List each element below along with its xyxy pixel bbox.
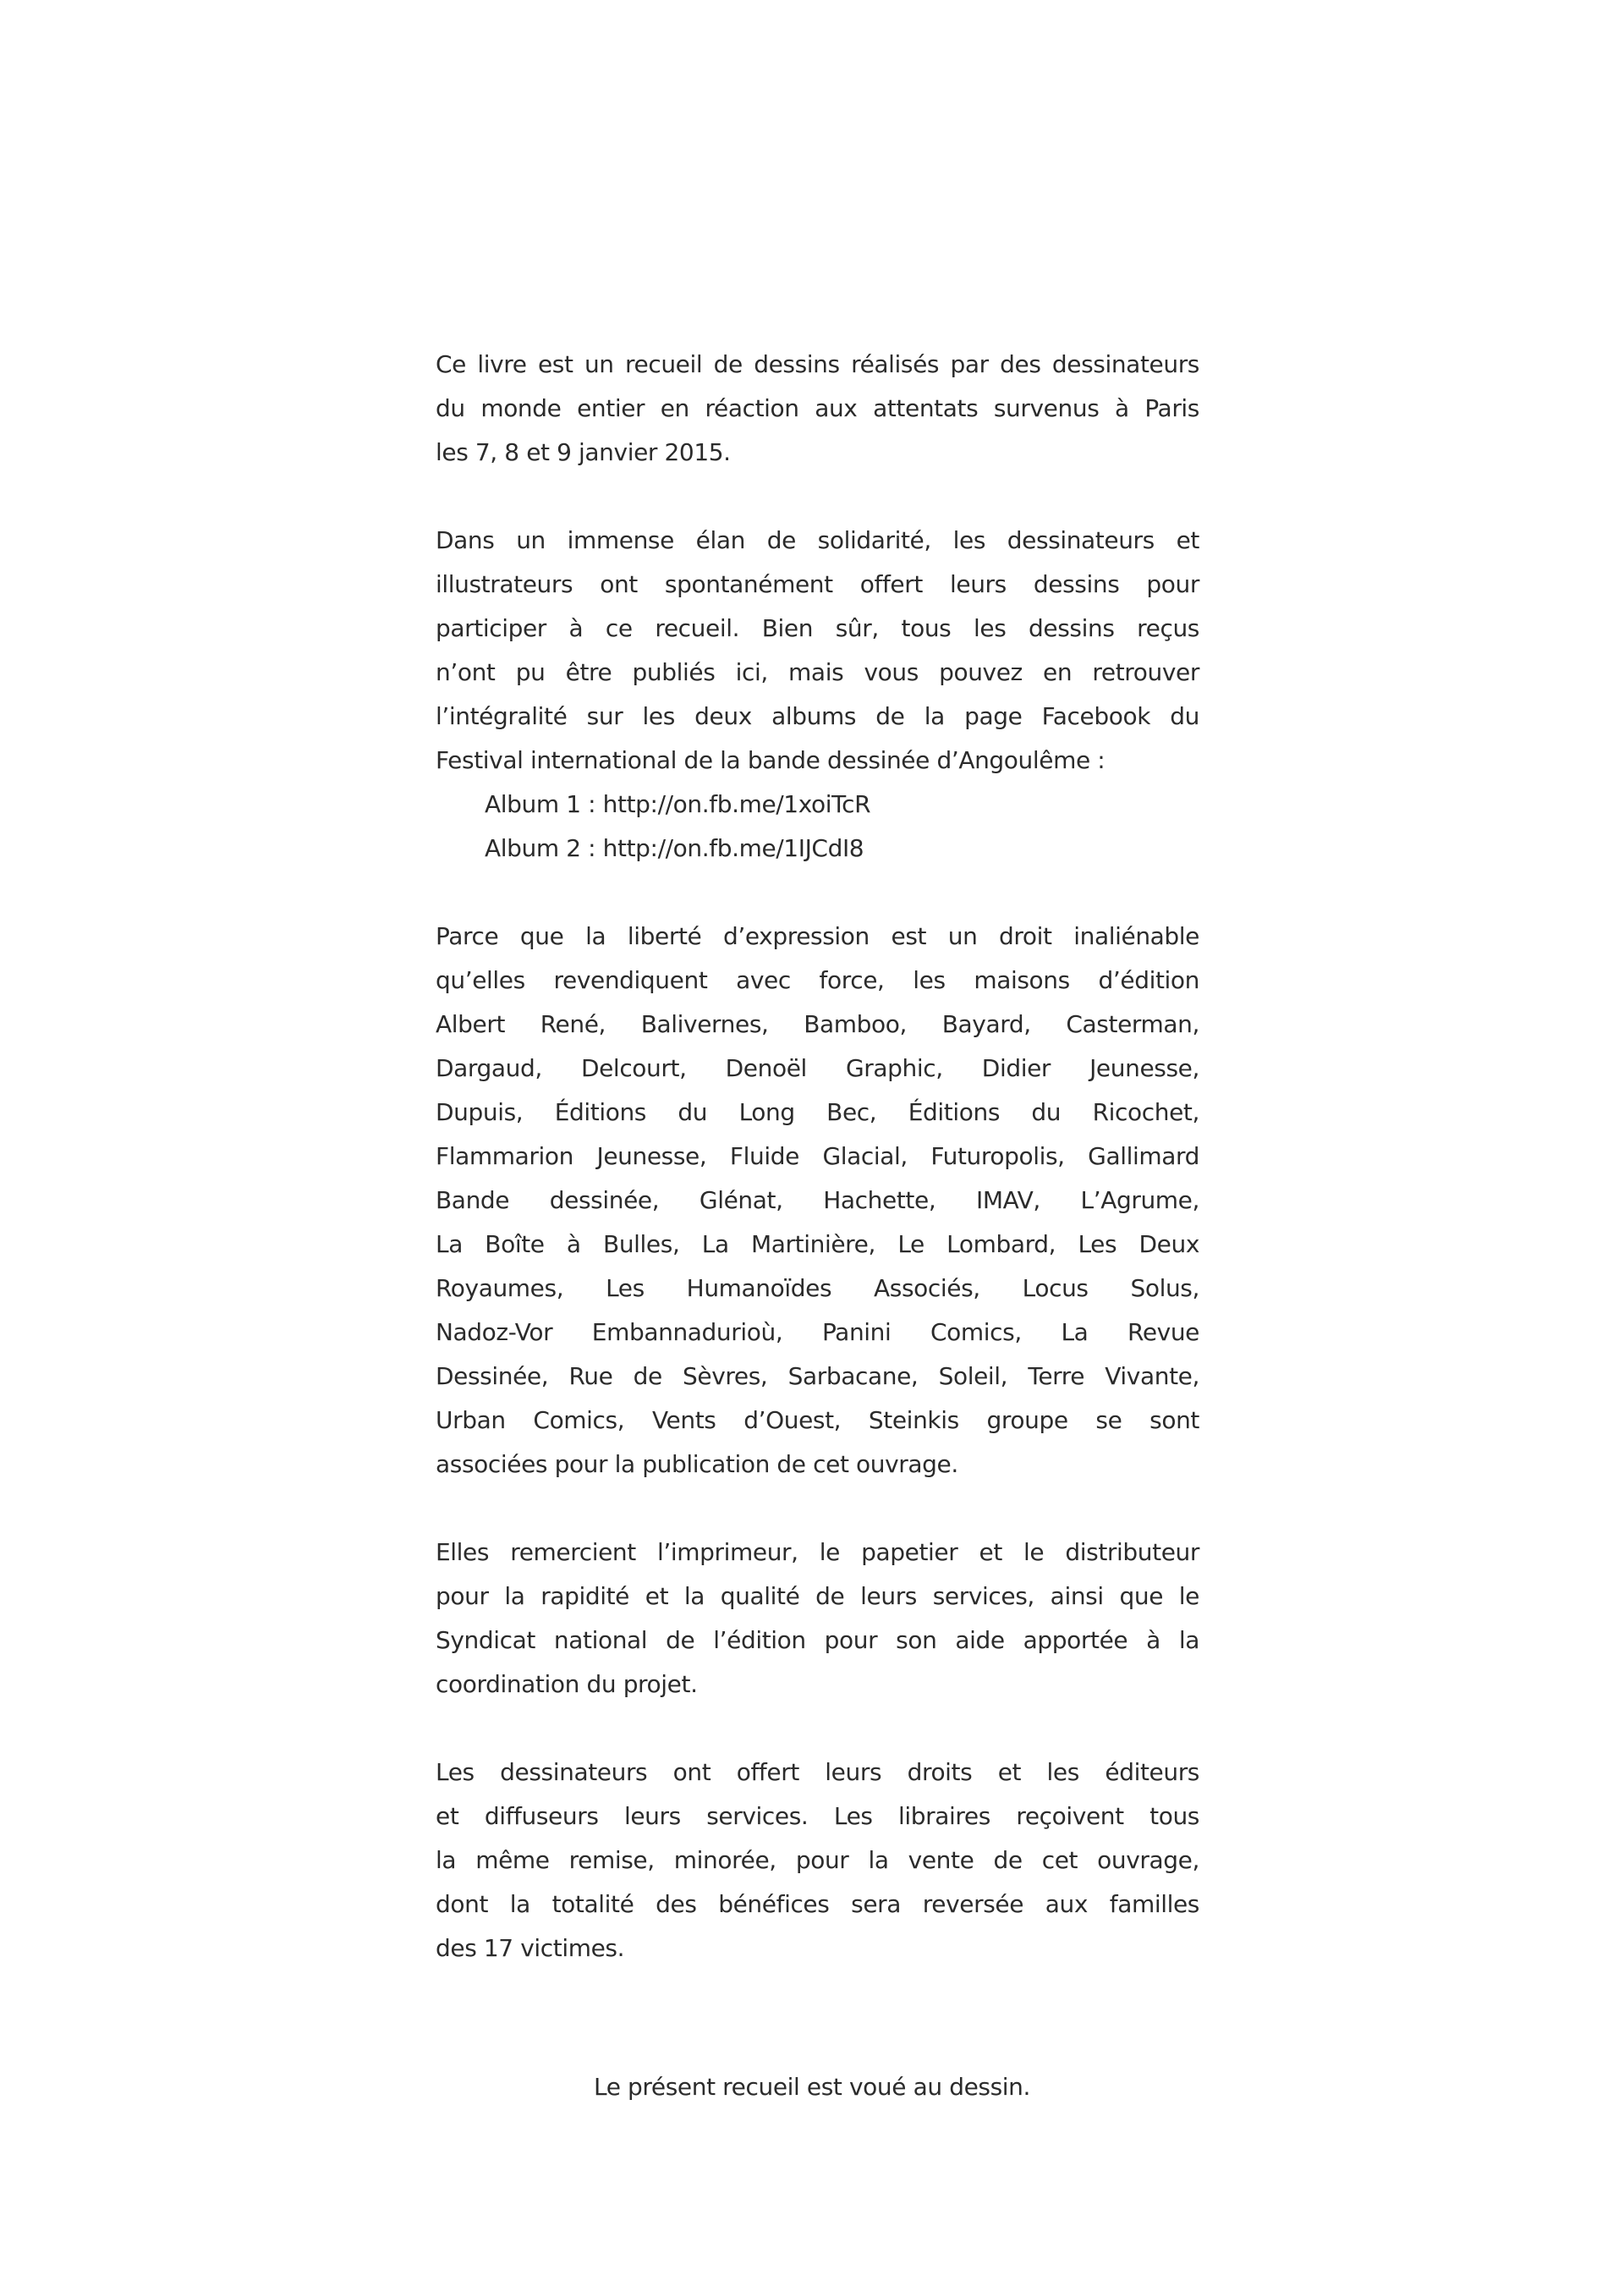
paragraph-publishers bbox=[436, 915, 1199, 1487]
paragraph-solidarity bbox=[436, 519, 1199, 871]
text-line: Dupuis, Éditions du Long Bec, Éditions du Ricochet, bbox=[436, 1098, 1199, 1126]
text-line: n’ont pu être publiés ici, mais vous pouvez en retrouver bbox=[436, 658, 1199, 686]
text-line: La Boîte à Bulles, La Martinière, Le Lombard, Les Deux bbox=[436, 1230, 1199, 1258]
text-line: associées pour la publication de cet ouvrage. bbox=[436, 1450, 958, 1478]
text-line: du monde entier en réaction aux attentats survenus à Paris bbox=[436, 394, 1199, 422]
text-line: Flammarion Jeunesse, Fluide Glacial, Futuropolis, Gallimard bbox=[436, 1142, 1199, 1170]
text-line: illustrateurs ont spontanément offert leurs dessins pour bbox=[436, 570, 1199, 598]
text-line: des 17 victimes. bbox=[436, 1934, 625, 1962]
text-line: Festival international de la bande dessinée d’Angoulême : bbox=[436, 746, 1106, 774]
text-line: Ce livre est un recueil de dessins réalisés par des dessinateurs bbox=[436, 350, 1199, 378]
album-2-link[interactable]: Album 2 : http://on.fb.me/1IJCdI8 bbox=[485, 834, 864, 862]
paragraph-intro bbox=[436, 343, 1199, 475]
text-line: coordination du projet. bbox=[436, 1670, 698, 1698]
text-line: l’intégralité sur les deux albums de la page Facebook du bbox=[436, 702, 1199, 730]
text-line: qu’elles revendiquent avec force, les maisons d’édition bbox=[436, 966, 1199, 994]
paragraph-rights bbox=[436, 1751, 1199, 1970]
text-line: Dans un immense élan de solidarité, les dessinateurs et bbox=[436, 526, 1199, 554]
document-body bbox=[436, 343, 1199, 2014]
text-line: participer à ce recueil. Bien sûr, tous les dessins reçus bbox=[436, 614, 1199, 642]
text-line: pour la rapidité et la qualité de leurs services, ainsi que le bbox=[436, 1582, 1199, 1610]
text-line: la même remise, minorée, pour la vente de cet ouvrage, bbox=[436, 1846, 1199, 1874]
text-line: Parce que la liberté d’expression est un droit inaliénable bbox=[436, 922, 1199, 950]
text-line: Elles remercient l’imprimeur, le papetier et le distributeur bbox=[436, 1538, 1199, 1566]
text-line: Bande dessinée, Glénat, Hachette, IMAV, L’Agrume, bbox=[436, 1186, 1199, 1214]
text-line: Albert René, Balivernes, Bamboo, Bayard, Casterman, bbox=[436, 1010, 1199, 1038]
closing-dedication: Le présent recueil est voué au dessin. bbox=[594, 2073, 1030, 2101]
text-line: Nadoz-Vor Embannadurioù, Panini Comics, La Revue bbox=[436, 1318, 1199, 1346]
text-line: Syndicat national de l’édition pour son aide apportée à la bbox=[436, 1626, 1199, 1654]
text-line: Dargaud, Delcourt, Denoël Graphic, Didier Jeunesse, bbox=[436, 1054, 1199, 1082]
text-line: Urban Comics, Vents d’Ouest, Steinkis groupe se sont bbox=[436, 1406, 1199, 1434]
album-1-link[interactable]: Album 1 : http://on.fb.me/1xoiTcR bbox=[485, 790, 871, 818]
paragraph-thanks bbox=[436, 1531, 1199, 1707]
text-line: Les dessinateurs ont offert leurs droits et les éditeurs bbox=[436, 1758, 1199, 1786]
text-line: dont la totalité des bénéfices sera reversée aux familles bbox=[436, 1890, 1199, 1918]
text-line: les 7, 8 et 9 janvier 2015. bbox=[436, 438, 731, 466]
text-line: Royaumes, Les Humanoïdes Associés, Locus Solus, bbox=[436, 1274, 1199, 1302]
text-line: et diffuseurs leurs services. Les libraires reçoivent tous bbox=[436, 1802, 1199, 1830]
text-line: Dessinée, Rue de Sèvres, Sarbacane, Soleil, Terre Vivante, bbox=[436, 1362, 1199, 1390]
